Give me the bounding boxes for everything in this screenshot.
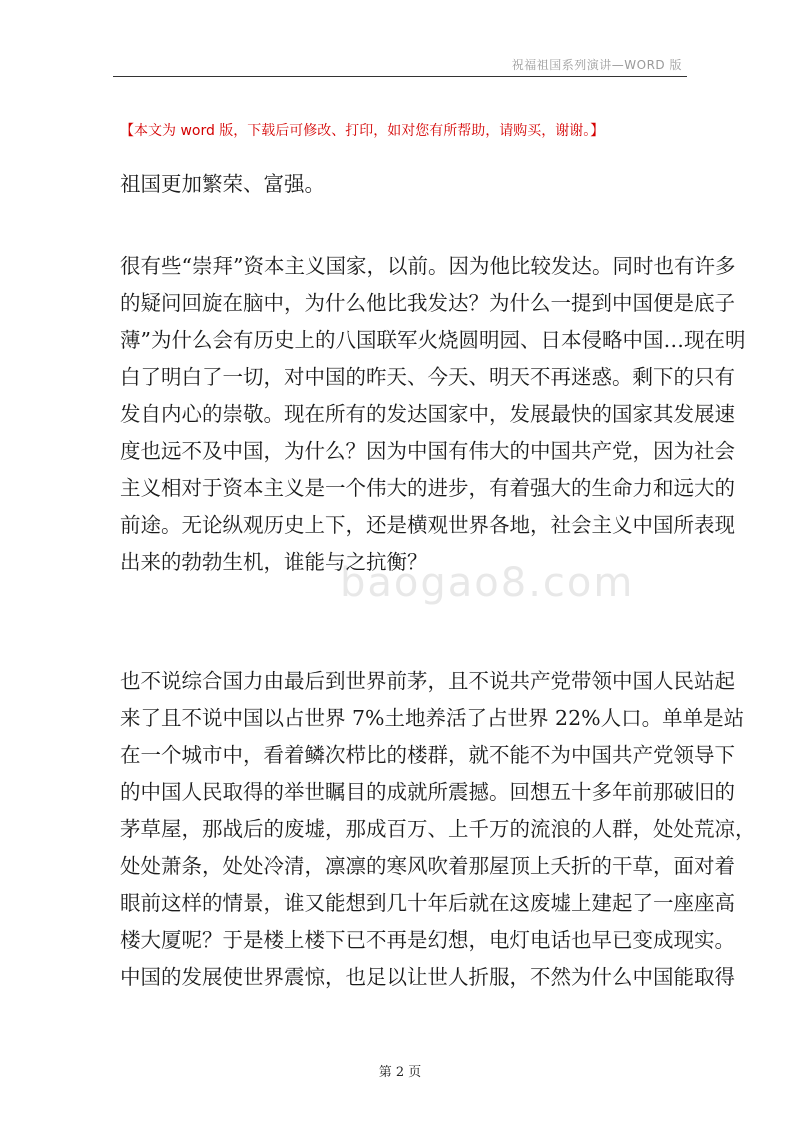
text-line: 中国的发展使世界震惊，也足以让世人折服，不然为什么中国能取得 <box>120 965 735 989</box>
text-line: 白了明白了一切，对中国的昨天、今天、明天不再迷惑。剩下的只有 <box>120 365 735 389</box>
paragraph-2 <box>120 248 746 581</box>
text-line: 的疑问回旋在脑中，为什么他比我发达？为什么一提到中国便是底子 <box>120 291 735 315</box>
text-line: 来了且不说中国以占世界 7%土地养活了占世界 22%人口。单单是站 <box>120 706 745 730</box>
paragraph-1 <box>120 166 690 203</box>
text-line: 处处萧条，处处冷清，凛凛的寒风吹着那屋顶上夭折的干草，面对着 <box>120 854 735 878</box>
text-line: 楼大厦呢？于是楼上楼下已不再是幻想，电灯电话也早已变成现实。 <box>120 928 735 952</box>
text-line: 很有些“崇拜”资本主义国家，以前。因为他比较发达。同时也有许多 <box>120 254 736 278</box>
text-line: 眼前这样的情景，谁又能想到几十年后就在这废墟上建起了一座座高 <box>120 891 735 915</box>
text-line: 度也远不及中国，为什么？因为中国有伟大的中国共产党，因为社会 <box>120 439 735 463</box>
text-line: 的中国人民取得的举世瞩目的成就所震撼。回想五十多年前那破旧的 <box>120 780 735 804</box>
text-line: 茅草屋，那战后的废墟，那成百万、上千万的流浪的人群，处处荒凉， <box>120 817 756 841</box>
purchase-notice: 【本文为 word 版，下载后可修改、打印，如对您有所帮助，请购买，谢谢。】 <box>120 123 605 139</box>
text-line: 主义相对于资本主义是一个伟大的进步，有着强大的生命力和远大的 <box>120 476 735 500</box>
page-number: 第 2 页 <box>378 1065 422 1080</box>
text-line: 前途。无论纵观历史上下，还是横观世界各地，社会主义中国所表现 <box>120 513 735 537</box>
paragraph-3 <box>120 663 756 996</box>
text-line: 薄”为什么会有历史上的八国联军火烧圆明园、日本侵略中国…现在明 <box>120 328 746 352</box>
text-line: 祖国更加繁荣、富强。 <box>120 172 325 196</box>
text-line: 出来的勃勃生机，谁能与之抗衡？ <box>120 550 428 574</box>
text-line: 也不说综合国力由最后到世界前茅，且不说共产党带领中国人民站起 <box>120 669 735 693</box>
header-divider <box>113 76 687 77</box>
watermark: baogao8.com <box>340 560 635 606</box>
text-line: 在一个城市中，看着鳞次栉比的楼群，就不能不为中国共产党领导下 <box>120 743 735 767</box>
document-header-title: 祝福祖国系列演讲—WORD 版 <box>511 58 682 72</box>
text-line: 发自内心的崇敬。现在所有的发达国家中，发展最快的国家其发展速 <box>120 402 735 426</box>
